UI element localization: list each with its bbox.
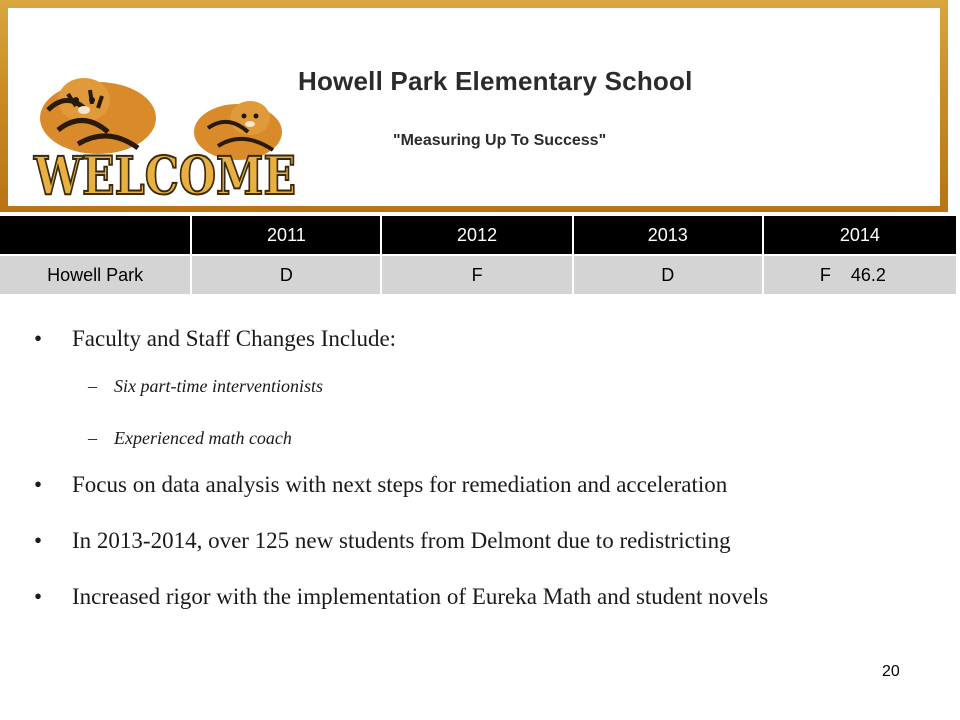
page-number: 20 <box>882 663 900 680</box>
school-name: Howell Park Elementary School <box>298 66 693 96</box>
sub-bullet-text: Experienced math coach <box>114 428 292 448</box>
table-cell: D <box>191 255 381 294</box>
dash-marker: – <box>88 376 97 396</box>
table-header-row <box>0 216 956 255</box>
table-header-cell: 2012 <box>381 216 572 255</box>
bullet-text: In 2013-2014, over 125 new students from Delmont due to redistricting <box>72 528 731 553</box>
bullet-text: Focus on data analysis with next steps for remediation and acceleration <box>72 472 728 497</box>
table-row <box>0 255 956 294</box>
table-cell: Howell Park <box>0 255 191 294</box>
table-header-cell: 2011 <box>191 216 381 255</box>
header-banner <box>0 0 948 212</box>
bullet-item <box>34 528 934 554</box>
banner-panel <box>8 8 940 206</box>
table-header-cell <box>0 216 191 255</box>
bullet-list <box>34 326 934 640</box>
bullet-text: Faculty and Staff Changes Include: <box>72 326 397 351</box>
school-motto: "Measuring Up To Success" <box>393 132 607 149</box>
svg-text:WELCOME: WELCOME <box>33 146 296 207</box>
table-cell: D <box>573 255 763 294</box>
bullet-item <box>34 584 934 610</box>
bullet-item <box>34 472 934 498</box>
sub-bullet-text: Six part-time interventionists <box>114 376 323 396</box>
grades-table <box>0 216 956 294</box>
sub-bullet-item <box>34 376 934 397</box>
tiger-logo-icon <box>28 70 304 207</box>
table-header-cell: 2013 <box>573 216 763 255</box>
sub-bullet-item <box>34 428 934 449</box>
bullet-item <box>34 326 934 352</box>
table-header-cell: 2014 <box>763 216 956 255</box>
dash-marker: – <box>88 428 97 448</box>
table-cell: F 46.2 <box>763 255 956 294</box>
table-cell: F <box>381 255 572 294</box>
bullet-text: Increased rigor with the implementation of Eureka Math and student novels <box>72 584 769 609</box>
